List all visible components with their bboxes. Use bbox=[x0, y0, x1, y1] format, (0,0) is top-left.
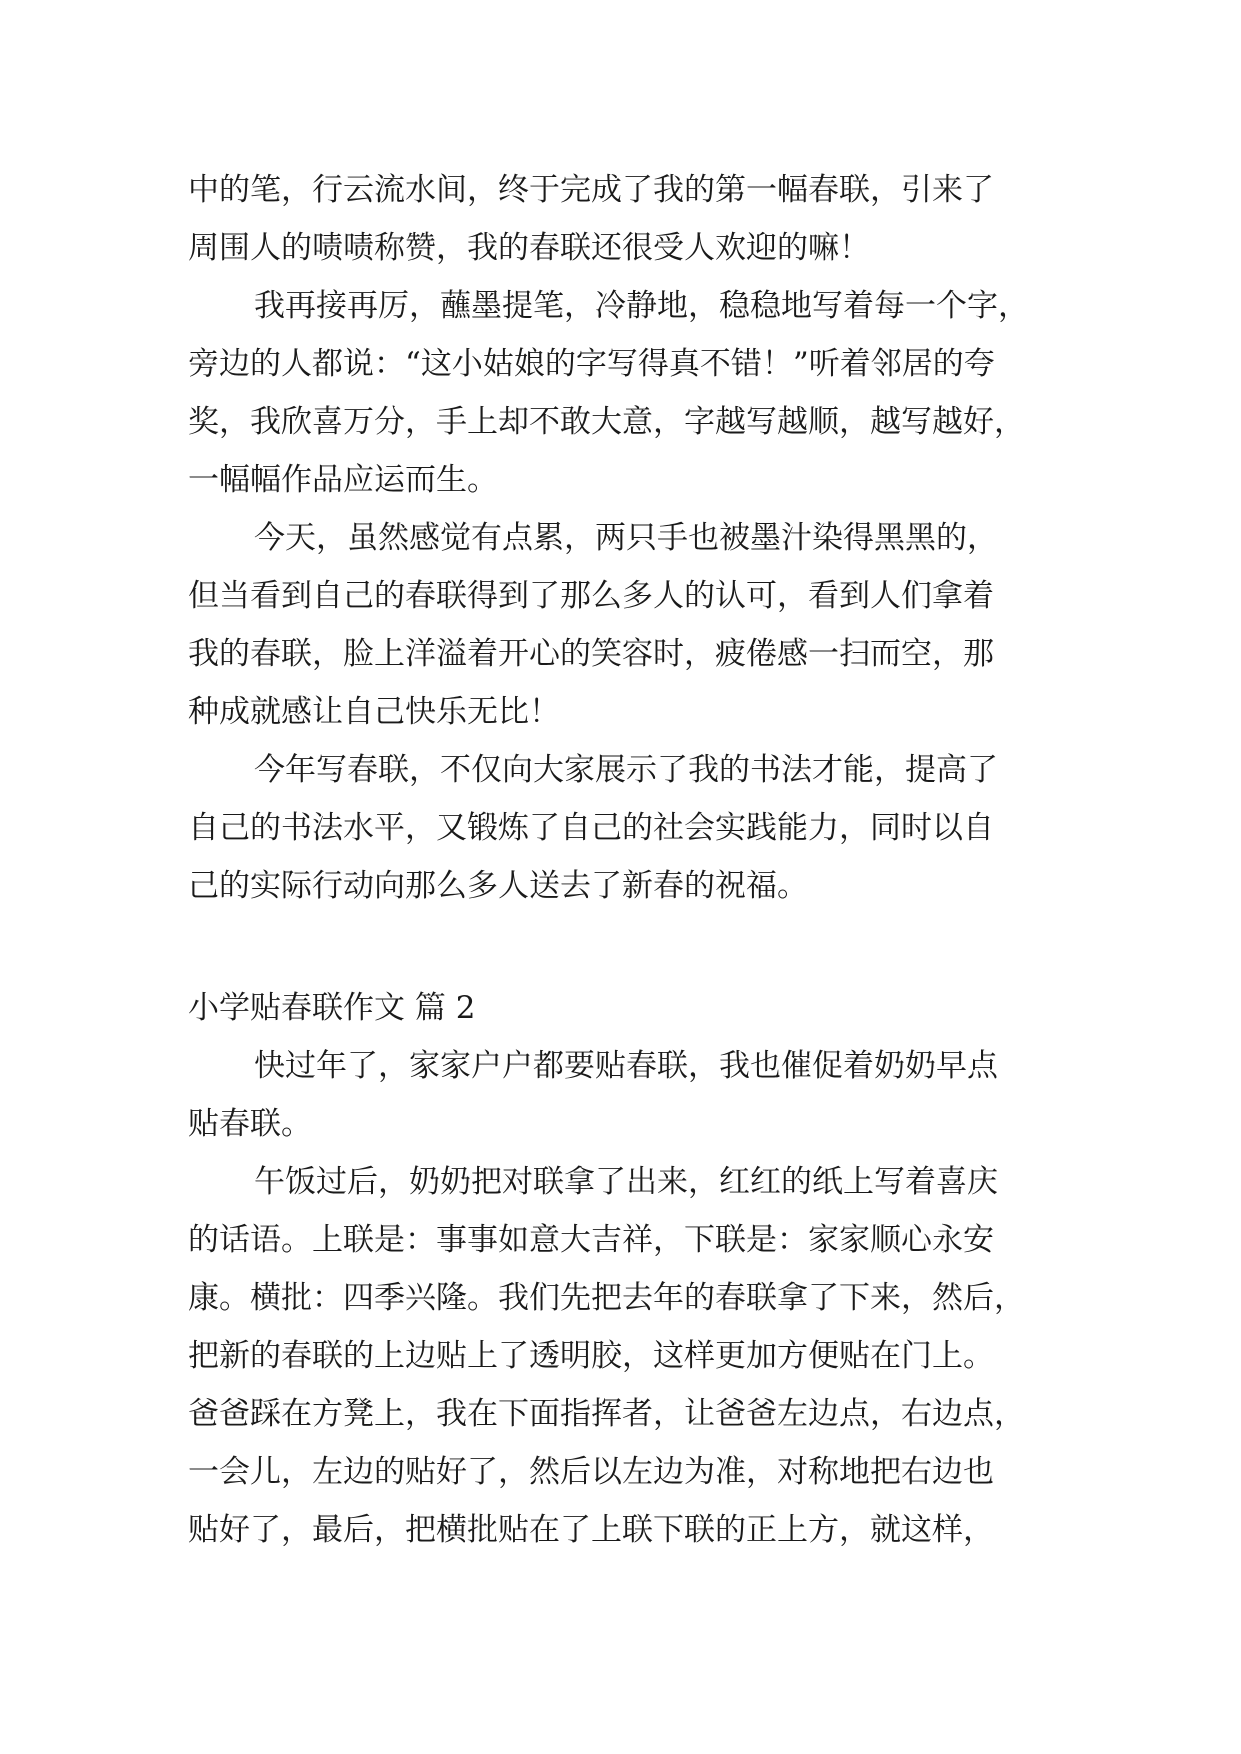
text-line: 的话语。上联是：事事如意大吉祥，下联是：家家顺心永安 bbox=[188, 1222, 994, 1258]
text-line: 旁边的人都说：“这小姑娘的字写得真不错！”听着邻居的夸 bbox=[188, 346, 995, 382]
paragraph-start-line: 午饭过后，奶奶把对联拿了出来，红红的纸上写着喜庆 bbox=[254, 1164, 998, 1200]
text-line: 一幅幅作品应运而生。 bbox=[188, 462, 498, 498]
text-line: 周围人的啧啧称赞，我的春联还很受人欢迎的嘛！ bbox=[188, 230, 870, 266]
text-line: 把新的春联的上边贴上了透明胶，这样更加方便贴在门上。 bbox=[188, 1338, 994, 1374]
text-line: 但当看到自己的春联得到了那么多人的认可，看到人们拿着 bbox=[188, 578, 994, 614]
text-line: 我的春联，脸上洋溢着开心的笑容时，疲倦感一扫而空，那 bbox=[188, 636, 994, 672]
section-heading: 小学贴春联作文 篇 2 bbox=[188, 990, 476, 1026]
text-line: 康。横批：四季兴隆。我们先把去年的春联拿了下来，然后， bbox=[188, 1280, 1025, 1316]
text-line: 中的笔，行云流水间，终于完成了我的第一幅春联，引来了 bbox=[188, 172, 994, 208]
text-line: 己的实际行动向那么多人送去了新春的祝福。 bbox=[188, 868, 808, 904]
text-line: 爸爸踩在方凳上，我在下面指挥者，让爸爸左边点，右边点， bbox=[188, 1396, 1025, 1432]
paragraph-start-line: 快过年了，家家户户都要贴春联，我也催促着奶奶早点 bbox=[254, 1048, 998, 1084]
paragraph-start-line: 今年写春联，不仅向大家展示了我的书法才能，提高了 bbox=[254, 752, 998, 788]
text-line: 种成就感让自己快乐无比！ bbox=[188, 694, 560, 730]
text-line: 贴春联。 bbox=[188, 1106, 312, 1142]
text-line: 贴好了，最后，把横批贴在了上联下联的正上方，就这样， bbox=[188, 1512, 994, 1548]
text-line: 一会儿，左边的贴好了，然后以左边为准，对称地把右边也 bbox=[188, 1454, 994, 1490]
paragraph-start-line: 我再接再厉，蘸墨提笔，冷静地，稳稳地写着每一个字， bbox=[254, 288, 1029, 324]
text-line: 自己的书法水平，又锻炼了自己的社会实践能力，同时以自 bbox=[188, 810, 994, 846]
text-line: 奖，我欣喜万分，手上却不敢大意，字越写越顺，越写越好， bbox=[188, 404, 1025, 440]
paragraph-start-line: 今天，虽然感觉有点累，两只手也被墨汁染得黑黑的， bbox=[254, 520, 998, 556]
